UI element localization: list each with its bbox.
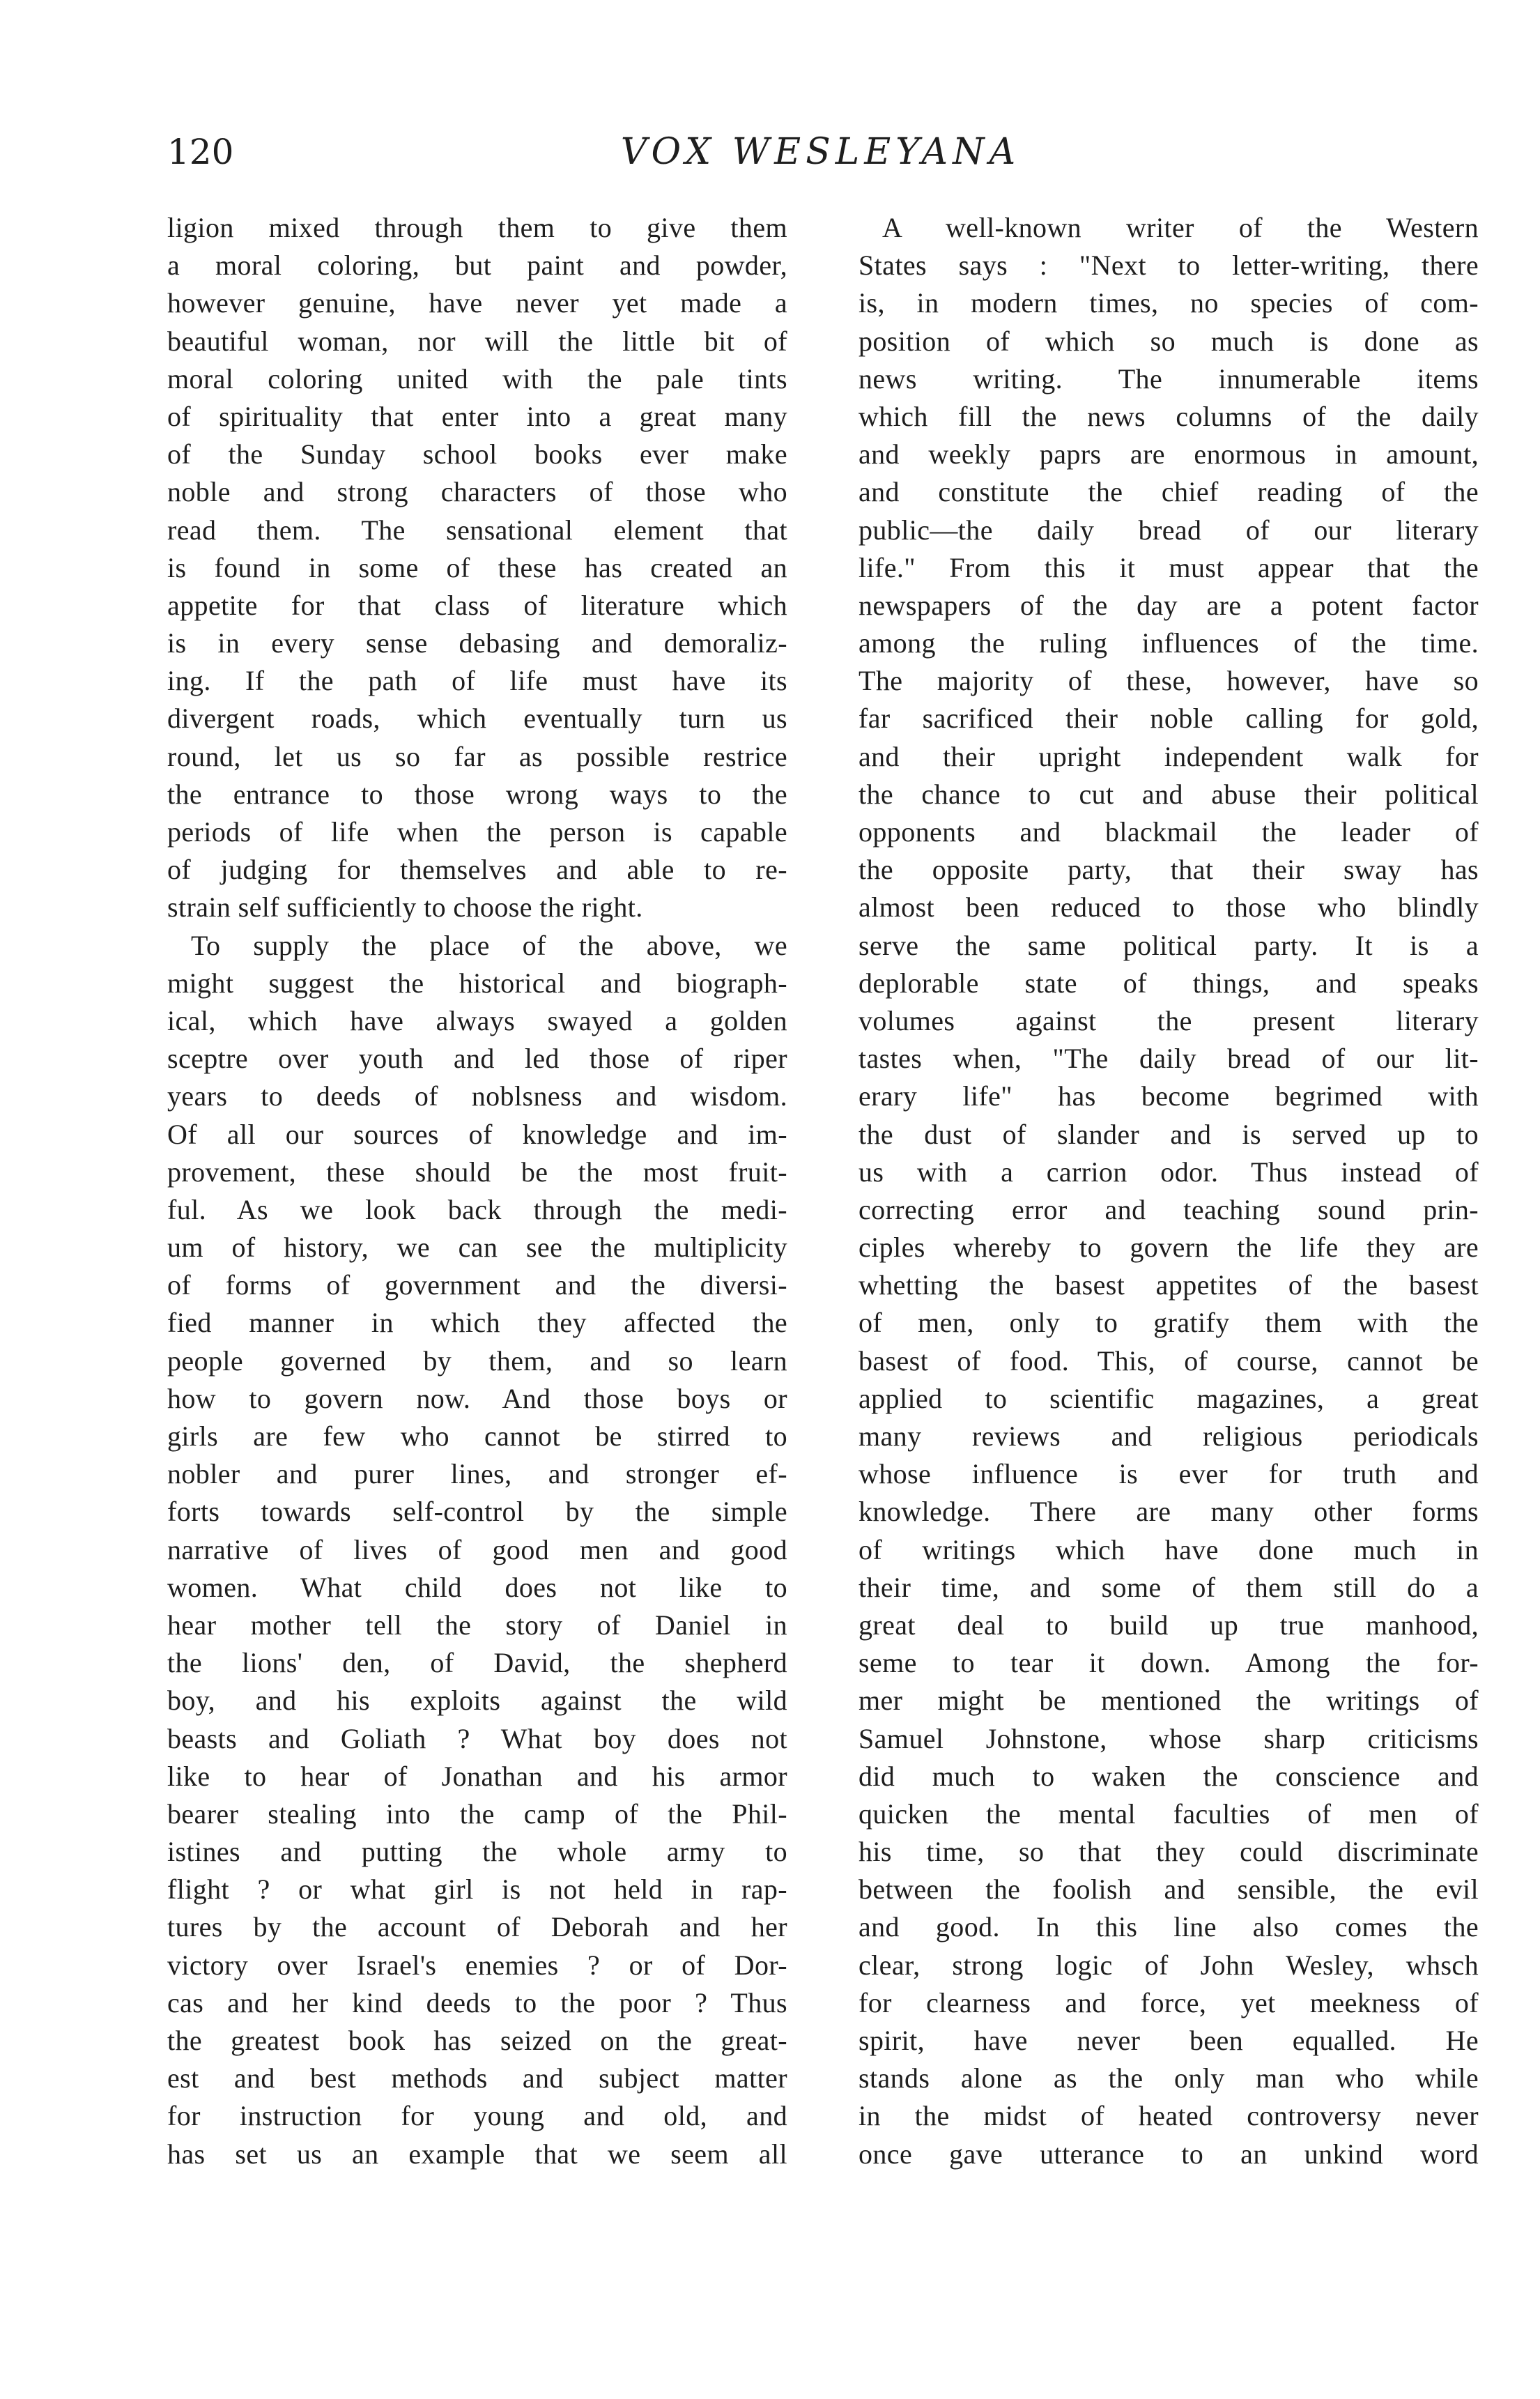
text-line: whetting the basest appetites of the basest	[858, 1269, 1479, 1301]
text-line: news writing. The innumerable items	[858, 362, 1479, 394]
text-line: applied to scientific magazines, a great	[858, 1382, 1479, 1414]
text-line: the lions' den, of David, the shepherd	[167, 1647, 787, 1679]
text-line: like to hear of Jonathan and his armor	[167, 1760, 787, 1792]
text-line: did much to waken the conscience and	[858, 1760, 1479, 1792]
page-number: 120	[167, 132, 234, 172]
text-line: ful. As we look back through the medi-	[167, 1193, 787, 1225]
text-line: The majority of these, however, have so	[858, 665, 1479, 697]
text-line: newspapers of the day are a potent factor	[858, 589, 1479, 621]
text-line: his time, so that they could discriminate	[858, 1836, 1479, 1868]
text-line: their time, and some of them still do a	[858, 1571, 1479, 1603]
text-line: victory over Israel's enemies ? or of Dor-	[167, 1949, 787, 1981]
text-line: States says : "Next to letter-writing, there	[858, 250, 1479, 282]
text-line: moral coloring united with the pale tints	[167, 362, 787, 394]
text-line: opponents and blackmail the leader of	[858, 816, 1479, 848]
text-line: nobler and purer lines, and stronger ef-	[167, 1458, 787, 1490]
text-line: many reviews and religious periodicals	[858, 1420, 1479, 1452]
text-line: the greatest book has seized on the great-	[167, 2025, 787, 2056]
text-line: which fill the news columns of the daily	[858, 400, 1479, 432]
text-line: spirit, have never been equalled. He	[858, 2025, 1479, 2056]
text-line: seme to tear it down. Among the for-	[858, 1647, 1479, 1679]
text-line: for instruction for young and old, and	[167, 2100, 787, 2132]
text-line: beasts and Goliath ? What boy does not	[167, 1722, 787, 1754]
running-title: VOX WESLEYANA	[620, 131, 1021, 173]
text-line: far sacrificed their noble calling for gold,	[858, 703, 1479, 735]
text-line: beautiful woman, nor will the little bit of	[167, 325, 787, 357]
text-line: est and best methods and subject matter	[167, 2062, 787, 2094]
text-line: forts towards self-control by the simple	[167, 1496, 787, 1528]
text-line: and their upright independent walk for	[858, 740, 1479, 772]
text-line: in the midst of heated controversy never	[858, 2100, 1479, 2132]
text-line: erary life" has become begrimed with	[858, 1080, 1479, 1112]
text-line: of men, only to gratify them with the	[858, 1307, 1479, 1339]
text-line: sceptre over youth and led those of riper	[167, 1043, 787, 1075]
text-line: the chance to cut and abuse their political	[858, 778, 1479, 810]
text-line: almost been reduced to those who blindly	[858, 891, 1479, 923]
text-line: Of all our sources of knowledge and im-	[167, 1118, 787, 1150]
text-line: narrative of lives of good men and good	[167, 1533, 787, 1565]
text-line: how to govern now. And those boys or	[167, 1382, 787, 1414]
text-line: provement, these should be the most fruit-	[167, 1156, 787, 1188]
text-line: serve the same political party. It is a	[858, 929, 1479, 961]
text-line: volumes against the present literary	[858, 1004, 1479, 1036]
text-line: ing. If the path of life must have its	[167, 665, 787, 697]
text-line: quicken the mental faculties of men of	[858, 1798, 1479, 1830]
text-line: is in every sense debasing and demoraliz-	[167, 627, 787, 659]
text-line: whose influence is ever for truth and	[858, 1458, 1479, 1490]
text-line: however genuine, have never yet made a	[167, 287, 787, 319]
text-line: life." From this it must appear that the	[858, 551, 1479, 583]
text-line: might suggest the historical and biograph-	[167, 967, 787, 999]
text-line: people governed by them, and so learn	[167, 1344, 787, 1377]
text-line: appetite for that class of literature which	[167, 589, 787, 621]
text-line: deplorable state of things, and speaks	[858, 967, 1479, 999]
text-line: Samuel Johnstone, whose sharp criticisms	[858, 1722, 1479, 1754]
text-line: clear, strong logic of John Wesley, whsch	[858, 1949, 1479, 1981]
text-line: bearer stealing into the camp of the Phil-	[167, 1798, 787, 1830]
text-line: istines and putting the whole army to	[167, 1836, 787, 1868]
text-line: of judging for themselves and able to re-	[167, 854, 787, 886]
text-line: round, let us so far as possible restrice	[167, 740, 787, 772]
text-line: the entrance to those wrong ways to the	[167, 778, 787, 810]
text-line: fied manner in which they affected the	[167, 1307, 787, 1339]
text-line: is found in some of these has created an	[167, 551, 787, 583]
text-line: To supply the place of the above, we	[191, 929, 787, 961]
text-line: position of which so much is done as	[858, 325, 1479, 357]
right-column	[858, 209, 1479, 2173]
text-line: read them. The sensational element that	[167, 514, 787, 546]
text-line: great deal to build up true manhood,	[858, 1609, 1479, 1641]
text-line: ligion mixed through them to give them	[167, 212, 787, 243]
text-line: is, in modern times, no species of com-	[858, 287, 1479, 319]
text-line: divergent roads, which eventually turn us	[167, 703, 787, 735]
text-line: of forms of government and the diversi-	[167, 1269, 787, 1301]
text-line: among the ruling influences of the time.	[858, 627, 1479, 659]
text-line: and constitute the chief reading of the	[858, 476, 1479, 508]
text-line: periods of life when the person is capable	[167, 816, 787, 848]
text-line: strain self sufficiently to choose the right.	[167, 891, 643, 923]
text-line: women. What child does not like to	[167, 1571, 787, 1603]
page-header	[167, 124, 1474, 180]
text-line: has set us an example that we seem all	[167, 2138, 787, 2170]
text-line: public—the daily bread of our literary	[858, 514, 1479, 546]
text-line: um of history, we can see the multiplicity	[167, 1232, 787, 1264]
text-line: for clearness and force, yet meekness of	[858, 1986, 1479, 2018]
text-line: us with a carrion odor. Thus instead of	[858, 1156, 1479, 1188]
text-line: A well-known writer of the Western	[882, 212, 1479, 243]
text-line: of the Sunday school books ever make	[167, 438, 787, 470]
text-line: boy, and his exploits against the wild	[167, 1685, 787, 1717]
text-line: and weekly paprs are enormous in amount,	[858, 438, 1479, 470]
text-line: flight ? or what girl is not held in rap-	[167, 1873, 787, 1906]
text-line: mer might be mentioned the writings of	[858, 1685, 1479, 1717]
text-line: cas and her kind deeds to the poor ? Thus	[167, 1986, 787, 2018]
text-line: of writings which have done much in	[858, 1533, 1479, 1565]
text-line: hear mother tell the story of Daniel in	[167, 1609, 787, 1641]
text-line: and good. In this line also comes the	[858, 1911, 1479, 1943]
text-line: ciples whereby to govern the life they are	[858, 1232, 1479, 1264]
text-line: noble and strong characters of those who	[167, 476, 787, 508]
left-column	[167, 209, 787, 2173]
text-line: correcting error and teaching sound prin-	[858, 1193, 1479, 1225]
text-line: once gave utterance to an unkind word	[858, 2138, 1479, 2170]
text-line: the opposite party, that their sway has	[858, 854, 1479, 886]
text-line: a moral coloring, but paint and powder,	[167, 250, 787, 282]
text-line: years to deeds of noblsness and wisdom.	[167, 1080, 787, 1112]
text-line: ical, which have always swayed a golden	[167, 1004, 787, 1036]
text-line: tures by the account of Deborah and her	[167, 1911, 787, 1943]
text-line: between the foolish and sensible, the evil	[858, 1873, 1479, 1906]
text-line: tastes when, "The daily bread of our lit-	[858, 1043, 1479, 1075]
text-line: the dust of slander and is served up to	[858, 1118, 1479, 1150]
text-line: girls are few who cannot be stirred to	[167, 1420, 787, 1452]
text-line: knowledge. There are many other forms	[858, 1496, 1479, 1528]
text-line: stands alone as the only man who while	[858, 2062, 1479, 2094]
text-line: basest of food. This, of course, cannot be	[858, 1344, 1479, 1377]
text-line: of spirituality that enter into a great many	[167, 400, 787, 432]
